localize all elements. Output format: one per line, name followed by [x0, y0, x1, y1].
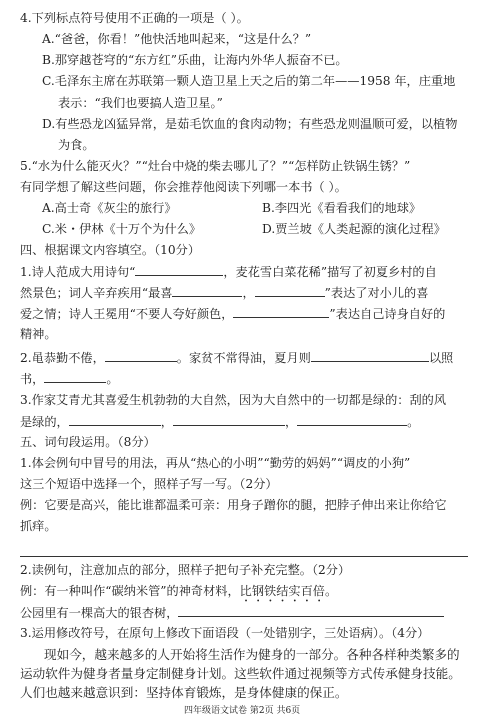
q5-stem-line2: 有同学想了解这些问题，你会推荐他阅读下列哪一本书（ ）。: [20, 180, 347, 194]
s4-q1-text-a: 1.诗人范成大用诗句“: [20, 265, 136, 279]
blank[interactable]: [172, 284, 242, 297]
s4-q2-line1: [20, 349, 453, 366]
q4-option-d-line2: 为食。: [58, 138, 95, 152]
page-footer: 四年级语文试卷 第2页 共6页: [184, 706, 301, 716]
q4-stem: 4.下列标点符号使用不正确的一项是（ ）。: [20, 11, 249, 25]
q4-option-c-line2: 表示：“我们也要搞人造卫星。”: [58, 96, 223, 110]
blank[interactable]: [135, 263, 223, 276]
q5-option-c: C.米・伊林《十万个为什么》: [42, 222, 202, 236]
s5-q2-example-pre: 例：有一种叫作“碳纳米管”的神奇材料，: [20, 584, 240, 598]
blank[interactable]: [178, 604, 444, 617]
blank[interactable]: [255, 284, 325, 297]
s5-q1-example-line1: 例：它要是高兴，能比谁都温柔可亲：用身子蹭你的腿，把脖子伸出来让你给它: [20, 498, 447, 512]
s5-q1-example-line2: 抓痒。: [20, 519, 57, 533]
q4-option-a: A.“爸爸，你看！”他快活地叫起来，“这是什么？”: [42, 32, 312, 46]
section-4-heading: 四、根据课文内容填空。（10分）: [20, 243, 201, 257]
blank[interactable]: [105, 349, 177, 362]
s5-q2-example-post: 。: [324, 584, 338, 598]
s5-q2-example-dotted: 比钢铁结实百倍: [239, 584, 325, 598]
s4-q1-text-f: 爱之情；诗人王冕用“不要人夸好颜色，: [20, 307, 234, 321]
s5-q2-line1: 2.读例句，注意加点的部分，照样子把句子补充完整。（2分）: [20, 563, 351, 577]
s4-q2-line2: [20, 370, 119, 387]
s4-q2-text-a: 2.黾恭勤不倦，: [20, 351, 105, 365]
s4-q1-line2: [20, 284, 428, 301]
s5-q3-line: 3.运用修改符号，在原句上修改下面语段（一处错别字，三处语病）。（4分）: [20, 626, 430, 640]
s4-q2-text-e: 。: [106, 372, 119, 386]
s5-q1-line2: 这三个短语中选择一个，照样子写一写。（2分）: [20, 477, 278, 491]
s4-q1-line3: [20, 305, 445, 322]
s4-q2-text-c: 以照: [428, 351, 454, 365]
s5-q2-prompt: [20, 604, 444, 621]
q4-option-b: B.那穿越苍穹的“东方红”乐曲，让海内外华人振奋不已。: [42, 53, 348, 67]
q5-option-d: D.贾兰坡《人类起源的演化过程》: [262, 222, 446, 236]
blank[interactable]: [173, 413, 285, 426]
passage-line-1: 现如今，越来越多的人开始将生活作为健身的一部分。各种各样种类繁多的: [44, 647, 460, 662]
s4-q1-text-c: 然景色；词人辛弃疾用“最喜: [20, 286, 173, 300]
s4-q1-line4: 精神。: [20, 327, 57, 341]
s4-q3-text-d: ，: [284, 415, 298, 429]
q5-stem-line1: 5.“水为什么能灭火？”“灶台中烧的柴去哪儿了？”“怎样防止铁锅生锈？”: [20, 159, 411, 173]
q5-option-b: B.李四光《看看我们的地球》: [262, 201, 422, 215]
s5-q2-example: [20, 583, 337, 605]
s4-q3-line1: 3.作家艾青尤其喜爱生机勃勃的大自然，因为大自然中的一切都是绿的：刮的风: [20, 393, 447, 407]
s4-q3-line2: [20, 413, 419, 430]
passage-line-3: 人们也越来越意识到：坚持体育锻炼，是身体健康的保正。: [20, 685, 348, 700]
s4-q2-text-d: 书，: [20, 372, 45, 386]
s5-q2-prompt-text: 公园里有一棵高大的银杏树，: [20, 606, 179, 620]
s4-q3-text-e: 。: [407, 415, 420, 429]
s4-q1-text-g: ”表达自己诗身自好的: [329, 307, 446, 321]
section-5-heading: 五、词句段运用。（8分）: [20, 435, 156, 449]
s4-q1-text-b: ，麦花雪白菜花稀”描写了初夏乡村的自: [223, 265, 437, 279]
blank[interactable]: [297, 413, 407, 426]
s4-q3-text-b: 是绿的，: [20, 415, 69, 429]
s4-q1-line1: [20, 263, 437, 280]
answer-line[interactable]: [20, 556, 468, 557]
blank[interactable]: [69, 413, 161, 426]
s4-q3-text-c: ，: [160, 415, 173, 429]
passage-line-2: 运动软件为健身者量身定制健身计划。这些软件通过视频等方式传承健身技能。: [20, 666, 461, 681]
s5-q1-line1: 1.体会例句中冒号的用法，再从“热心的小明”“勤劳的妈妈”“调皮的小狗”: [20, 456, 411, 470]
blank[interactable]: [44, 370, 106, 383]
s4-q1-text-e: ”表达了对小儿的喜: [324, 286, 429, 300]
q4-option-d-line1: D.有些恐龙凶猛异常，是茹毛饮血的食肉动物；有些恐龙则温顺可爱，以植物: [42, 117, 458, 131]
blank[interactable]: [311, 349, 429, 362]
q4-option-c-line1: C.毛泽东主席在苏联第一颗人造卫星上天之后的第二年——1958 年，庄重地: [42, 74, 456, 88]
blank[interactable]: [233, 305, 329, 318]
s4-q1-text-d: ，: [242, 286, 255, 300]
q5-option-a: A.高士奇《灰尘的旅行》: [42, 201, 177, 215]
s4-q2-text-b: 。家贫不常得油，夏月则: [176, 351, 311, 365]
